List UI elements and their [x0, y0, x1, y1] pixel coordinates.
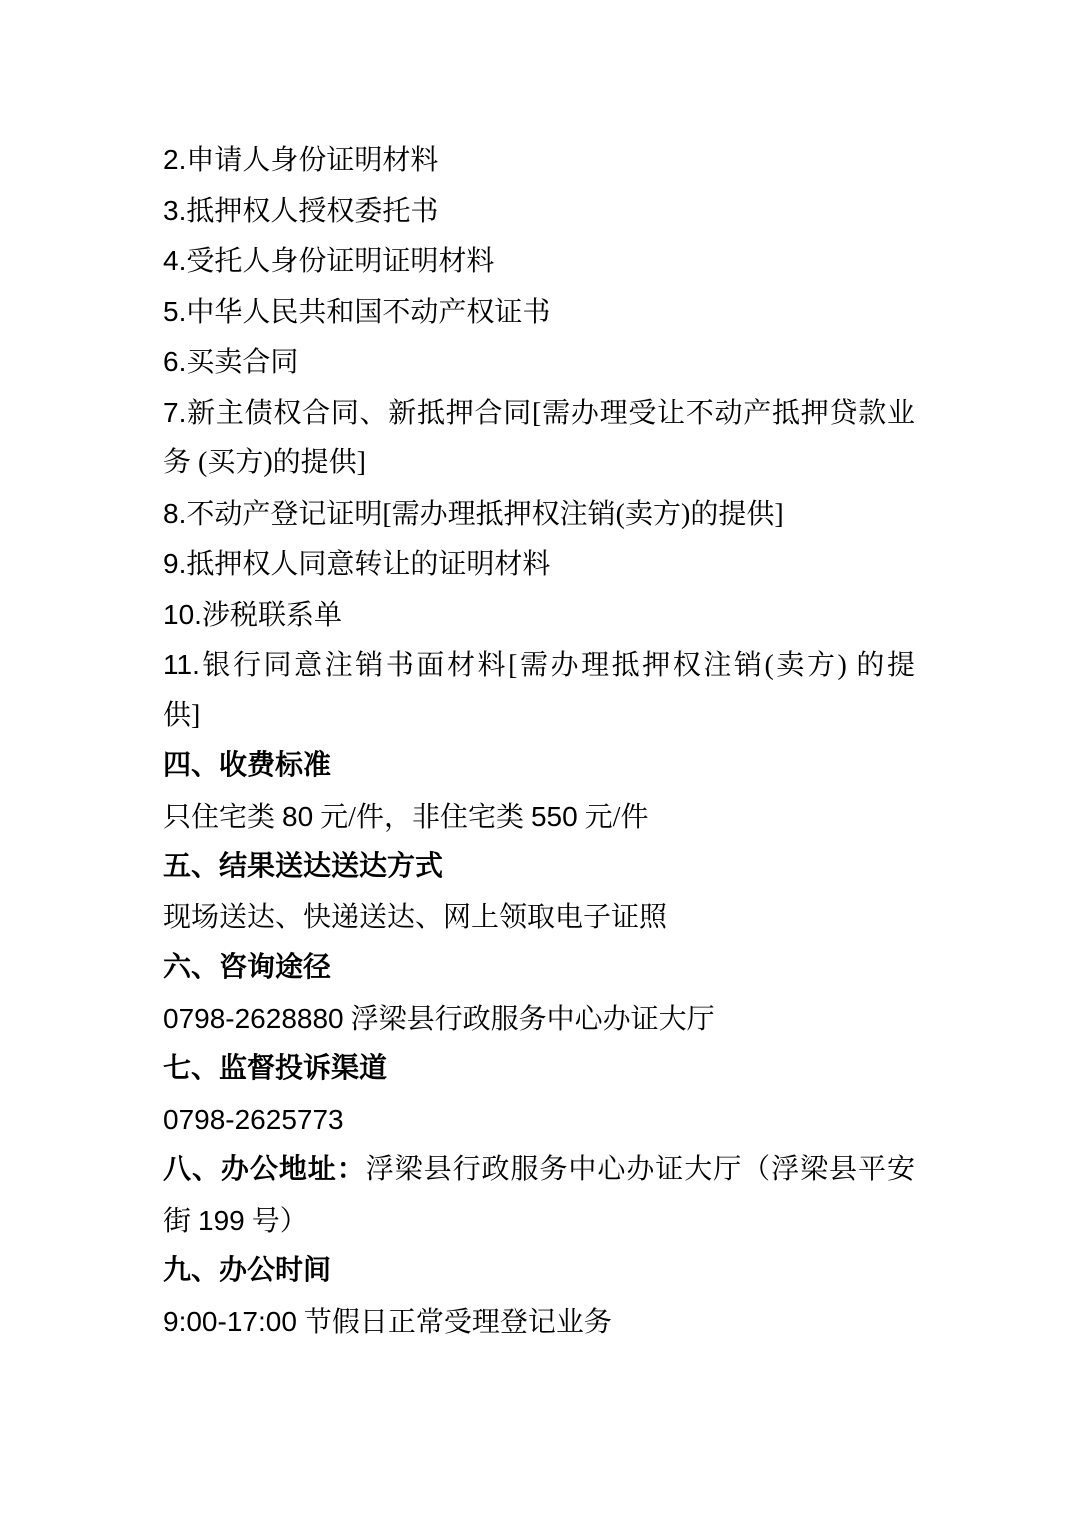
numeral: 6. [163, 346, 187, 377]
material-item-11-line2: 供] [163, 699, 201, 731]
office-address-label: 八、办公地址： [163, 1154, 366, 1185]
heading-result-delivery: 五、结果送达送达方式 [163, 851, 444, 882]
material-item-3: 3.抵押权人授权委托书 [163, 194, 439, 227]
numeral: 0798-2625773 [163, 1103, 344, 1135]
material-item-8: 8.不动产登记证明[需办理抵押权注销(卖方)的提供] [163, 497, 784, 530]
material-item-10: 10.涉税联系单 [163, 598, 342, 631]
office-hours-text: 9:00-17:00 节假日正常受理登记业务 [163, 1305, 612, 1338]
fee-standard-text: 只住宅类 80 元/件，非住宅类 550 元/件 [163, 800, 649, 833]
material-item-5: 5.中华人民共和国不动产权证书 [163, 295, 551, 328]
office-address-line2: 街 199 号） [163, 1204, 308, 1237]
office-address-value: 浮梁县行政服务中心办证大厅（浮梁县平安 [365, 1154, 915, 1185]
numeral: 2. [163, 144, 187, 175]
result-delivery-text: 现场送达、快递送达、网上领取电子证照 [163, 901, 668, 933]
material-item-7-line1: 7.新主债权合同、新抵押合同[需办理受让不动产抵押贷款业 [163, 396, 915, 429]
numeral: 7. [163, 396, 187, 428]
material-item-2: 2.申请人身份证明材料 [163, 144, 439, 176]
material-item-7-line2: 务 (买方)的提供] [163, 447, 366, 478]
numeral: 8. [163, 497, 187, 529]
heading-complaint-channel: 七、监督投诉渠道 [163, 1053, 388, 1084]
material-item-4: 4.受托人身份证明证明材料 [163, 245, 495, 277]
numeral: 550 [530, 800, 578, 832]
document-content [163, 135, 915, 1347]
numeral: 3. [163, 194, 187, 226]
numeral: 10. [163, 598, 202, 630]
consultation-phone-text: 0798-2628880 浮梁县行政服务中心办证大厅 [163, 1002, 715, 1035]
numeral: 9. [163, 548, 187, 579]
numeral: 11. [163, 649, 200, 680]
numeral: 199 [198, 1204, 245, 1236]
material-item-11-line1: 11.银行同意注销书面材料[需办理抵押权注销(卖方) 的提 [163, 649, 915, 681]
material-item-9: 9.抵押权人同意转让的证明材料 [163, 548, 551, 580]
heading-fee-standard: 四、收费标准 [163, 750, 332, 781]
numeral: 80 [282, 800, 314, 832]
material-item-6: 6.买卖合同 [163, 346, 299, 378]
numeral: 0798-2628880 [163, 1002, 344, 1034]
office-address-line1 [163, 1145, 915, 1196]
numeral: 5. [163, 295, 187, 327]
complaint-phone-text [163, 1095, 915, 1146]
heading-consultation-channel: 六、咨询途径 [163, 952, 332, 983]
numeral: 4. [163, 245, 187, 276]
heading-office-hours: 九、办公时间 [163, 1255, 332, 1286]
numeral: 9:00-17:00 [163, 1305, 297, 1337]
